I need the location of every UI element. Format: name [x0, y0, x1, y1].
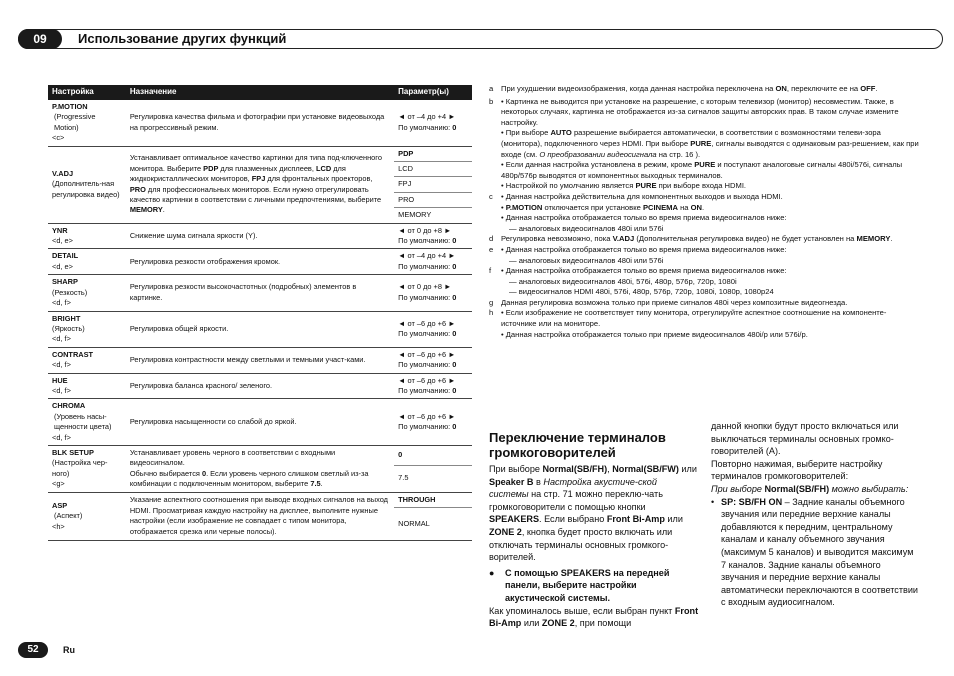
note-text: • Если данная настройка установлена в режим, кроме [501, 160, 695, 170]
purpose-cell: Регулировка контрастности между светлыми и темными участ-ками. [126, 347, 394, 373]
table-row [48, 347, 472, 373]
setting-cell [48, 223, 126, 249]
setting-cell [48, 399, 126, 446]
setting-subtitle: (Резкость) [52, 287, 88, 297]
footnote-f [489, 266, 919, 298]
setting-cell [48, 146, 126, 223]
bold-text: ZONE 2 [541, 618, 575, 629]
desc-bold: FPJ [251, 174, 266, 184]
bullet-heading [489, 567, 699, 605]
paragraph [711, 483, 921, 496]
note-text: . [890, 234, 893, 244]
column-header-purpose: Назначение [126, 85, 394, 100]
param-cell [394, 100, 472, 146]
bold-text: ZONE 2 [489, 526, 522, 537]
param-cell [394, 311, 472, 347]
text: или [678, 464, 697, 474]
note-text: • Данная настройка действительна для компонентных выходов и выхода HDMI. [501, 191, 783, 201]
text: на стр. 71 можно переклю-чать громкоговорители с помощью кнопки [489, 489, 663, 512]
bold-text: Front Bi-Amp [606, 514, 665, 525]
bold-text: Speaker B [489, 476, 534, 487]
footnote-e [489, 245, 919, 266]
column-header-setting: Настройка [48, 85, 126, 100]
note-bold: ON [690, 202, 702, 212]
desc-text: для фронтальных проекторов, [265, 174, 373, 184]
note-text: • [501, 202, 506, 212]
param-cell [394, 275, 472, 311]
setting-ref: <c> [52, 133, 65, 143]
note-text: на стр. 16 ). [656, 149, 701, 159]
param-option [394, 146, 472, 161]
setting-ref: <d, f> [52, 360, 71, 370]
setting-ref: <d, e> [52, 236, 73, 246]
setting-ref: <d, f> [52, 298, 71, 308]
setting-ref: <d, f> [52, 432, 71, 442]
note-text: • Данная настройка отображается только при приеме видеосигналов 480i/p или 576i/p. [501, 329, 808, 339]
setting-ref: <h> [52, 521, 65, 531]
note-letter: f [489, 266, 492, 276]
param-default-value: 0 [452, 292, 457, 302]
param-cell [394, 249, 472, 275]
note-text: Данная регулировка возможна только при приеме сигналов 480i через композитные видеогнезда. [501, 297, 848, 307]
footnote-b-4 [489, 181, 919, 192]
setting-cell [48, 373, 126, 399]
desc-text: Устанавливает уровень черного в соответствии с входными видеосигналом. [129, 447, 336, 468]
desc-bold: MEMORY [129, 205, 163, 215]
table-row [48, 249, 472, 275]
note-bold: ON [775, 84, 787, 93]
setting-ref: <d, f> [52, 334, 71, 344]
section-title: Переключение терминалов громкоговорителей [489, 430, 666, 460]
bold-text: SP: SB/FH ON [721, 496, 783, 507]
purpose-cell: Снижение шума сигнала яркости (Y). [126, 223, 394, 249]
text: . Если выбрано [539, 514, 607, 525]
note-text: (Дополнительная регулировка видео) не будет установлен на [634, 234, 857, 244]
param-range: ◄ от 0 до +8 ► [398, 282, 452, 292]
purpose-cell: Регулировка качества фильма и фотографии при установке видеовыхода на прогрессивный режим. [126, 100, 394, 146]
setting-cell [48, 275, 126, 311]
note-text: Регулировка невозможно, пока [501, 234, 613, 244]
text: , кнопка будет просто включать или отключать терминалы основных громкого-ворителей. [489, 526, 673, 563]
option-through: THROUGH [398, 494, 436, 504]
setting-ref: <d, e> [52, 261, 73, 271]
note-text: . [702, 202, 705, 212]
param-default-value: 0 [452, 329, 457, 339]
text: – Задние каналы объемного звучания или передние верхние каналы добавляются к передним, центральному каналам и каналу объемного звучания (максимум 5 каналов) и выводится максимум 7 каналов. Задние каналы объемного звучания и передние верхние каналы автоматически переключаются в соответствии с входным аудиосигналом. [721, 496, 919, 608]
note-letter: e [489, 244, 494, 254]
text: При выборе [489, 464, 543, 474]
desc-text: для жидкокристаллических мониторов, [129, 163, 346, 184]
table-row [48, 275, 472, 311]
param-option [394, 445, 472, 465]
param-default-value: 0 [452, 261, 457, 271]
option-0: 0 [398, 450, 403, 460]
note-text: • Данная настройка отображается только во время приема видеосигналов ниже: [501, 266, 787, 276]
note-bold: V.ADJ [612, 234, 635, 244]
desc-bold: 7.5 [310, 479, 321, 489]
setting-cell [48, 311, 126, 347]
purpose-cell: Регулировка баланса красного/ зеленого. [126, 373, 394, 399]
param-default-value: 0 [452, 236, 457, 246]
note-letter: d [489, 234, 494, 244]
table-row [48, 223, 472, 249]
param-option: FPJ [394, 177, 472, 192]
chapter-badge: 09 [18, 29, 62, 49]
bold-text: SPEAKERS [489, 514, 540, 525]
note-text: • Данная настройка отображается только во время приема видеосигналов ниже: [501, 213, 787, 223]
note-bold: PURE [690, 138, 712, 148]
desc-text: . [162, 205, 165, 215]
param-option: LCD [394, 162, 472, 177]
setting-subtitle: (Уровень насы-щенности цвета) [54, 411, 112, 432]
note-letter: c [489, 191, 493, 201]
footnote-b-2 [489, 128, 919, 160]
table-row [48, 445, 472, 465]
footnotes [489, 84, 919, 340]
footnote-c [489, 192, 919, 203]
param-option [394, 492, 472, 507]
purpose-cell: Регулировка насыщенности со слабой до яркой. [126, 399, 394, 446]
italic-text: можно выбирать: [829, 483, 909, 494]
setting-name: HUE [52, 375, 68, 385]
page-number: 52 [18, 642, 48, 658]
setting-subtitle: (Настройка чер-ного) [52, 458, 108, 478]
setting-name: V.ADJ [52, 169, 74, 179]
param-default-value: 0 [452, 422, 457, 432]
note-bold: P.MOTION [505, 202, 543, 212]
param-default-value: 0 [452, 122, 457, 132]
desc-text: . Если уровень черного слишком светлый из-за комбинации с подключенным монитором, выберите [129, 468, 369, 489]
bullet-icon: • [711, 496, 715, 507]
param-default-label: По умолчанию: [398, 122, 451, 132]
param-cell [394, 223, 472, 249]
setting-ref: <g> [52, 479, 65, 489]
footnote-a [489, 84, 919, 95]
setting-name: SHARP [52, 277, 78, 287]
param-default-label: По умолчанию: [398, 236, 451, 246]
note-text: — аналоговых видеосигналов 480i или 576i [509, 223, 664, 233]
setting-cell [48, 492, 126, 540]
table-row [48, 373, 472, 399]
column-header-params: Параметр(ы) [394, 85, 472, 100]
param-default-label: По умолчанию: [398, 292, 451, 302]
desc-text: Обычно выбирается [129, 468, 202, 478]
param-range: ◄ от 0 до +8 ► [398, 225, 452, 235]
setting-cell [48, 249, 126, 275]
param-default-value: 0 [452, 360, 457, 370]
note-text: при выборе входа HDMI. [656, 181, 747, 191]
note-bold: PURE [694, 160, 716, 170]
param-option: MEMORY [394, 208, 472, 223]
note-bold: PURE [635, 181, 657, 191]
purpose-cell: Регулировка общей яркости. [126, 311, 394, 347]
text: Как упоминалось выше, если выбран пункт [489, 605, 675, 616]
italic-text: При выборе [711, 483, 765, 494]
param-cell [394, 347, 472, 373]
note-text: , переключите ее на [786, 84, 861, 93]
setting-cell [48, 100, 126, 146]
desc-text: для плазменных дисплеев, [218, 163, 316, 173]
note-text: При ухудшении видеоизображения, когда данная настройка переключена на [501, 84, 776, 93]
bullet-item [711, 496, 921, 609]
setting-name: CHROMA [52, 401, 86, 411]
setting-subtitle: (Дополнитель-ная регулировка видео) [52, 179, 120, 199]
paragraph: данной кнопки будут просто включаться или выключаться терминалы основных громко-говорителей (A). [711, 421, 899, 457]
paragraph [489, 605, 699, 630]
param-option: NORMAL [394, 508, 472, 541]
param-option: PRO [394, 192, 472, 207]
param-default-label: По умолчанию: [398, 385, 451, 395]
bold-text: Normal(SB/FH) [764, 483, 830, 494]
table-row [48, 399, 472, 446]
text: или [521, 618, 542, 629]
italic-text: Настройка акустиче-ской системы [489, 476, 657, 500]
note-text: • Данная настройка отображается только во время приема видеосигналов ниже: [501, 244, 787, 254]
param-option: 7.5 [394, 465, 472, 492]
video-settings-table [48, 85, 472, 541]
option-pdp: PDP [398, 148, 414, 158]
param-range: ◄ от –4 до +4 ► [398, 112, 456, 122]
paragraph [489, 463, 699, 564]
footnote-g [489, 298, 919, 309]
note-text: . [875, 84, 878, 93]
setting-subtitle: (Progressive Motion) [54, 112, 96, 132]
setting-name: BRIGHT [52, 313, 81, 323]
note-bold: PCINEMA [642, 202, 678, 212]
purpose-cell: Регулировка резкости высокочастотных (подробных) элементов в картинке. [126, 275, 394, 311]
text: , [607, 464, 613, 474]
note-bold: AUTO [550, 128, 572, 138]
table-row [48, 100, 472, 146]
note-text: и поступают аналоговые сигналы 480i/576i, сигналы 480p/576p выводятся от компонентных выходных терминалов. [501, 160, 903, 180]
param-cell [394, 399, 472, 446]
note-text: • Настройкой по умолчанию является [501, 181, 636, 191]
param-default-label: По умолчанию: [398, 329, 451, 339]
desc-text: Устанавливает оптимальное качество картинки для типа под-ключенного монитора. Выберите [129, 153, 382, 173]
note-text: — аналоговых видеосигналов 480i, 576i, 480p, 576p, 720p, 1080i [509, 276, 737, 286]
note-text: на [677, 202, 691, 212]
setting-name: CONTRAST [52, 349, 94, 359]
setting-cell [48, 347, 126, 373]
table-row [48, 146, 472, 161]
footnote-c-3 [489, 213, 919, 234]
note-text: разрешение выбирается автоматически, в соответствии с возможностями телеви-зора (монитора), подключенного через HDMI. При выборе [501, 128, 881, 148]
desc-bold: PRO [129, 184, 146, 194]
param-default-label: По умолчанию: [398, 422, 451, 432]
footnote-h [489, 308, 919, 329]
param-range: ◄ от –6 до +6 ► [398, 411, 456, 421]
bold-text: Normal(SB/FW) [612, 464, 679, 474]
param-range: ◄ от –4 до +4 ► [398, 251, 456, 261]
setting-name: YNR [52, 225, 68, 235]
note-letter: a [489, 84, 494, 93]
note-text: • Картинка не выводится при установке на разрешение, с которым телевизор (монитор) несовместим. Также, в некоторых случаях, картинка не отображается из-за сигналов защиты авторских прав. В таком случае измените настройку. [501, 96, 899, 127]
note-letter: b [489, 96, 494, 106]
setting-name: ASP [52, 500, 68, 510]
paragraph: Повторно нажимая, выберите настройку терминалов громкоговорителей: [711, 458, 883, 482]
language-code: Ru [63, 645, 75, 655]
chapter-title: Использование других функций [78, 31, 287, 46]
section-column-right [711, 420, 921, 609]
note-text: , сигналы выводятся с одинаковым раз-решением, как при входе (см. [501, 138, 919, 159]
note-letter: g [489, 297, 494, 307]
page-header [18, 29, 943, 49]
purpose-cell: Указание аспектного соотношения при выводе входных сигналов на выход HDMI. Просматривая каждую настройку на дисплее, выполните нужные настройки (если изображение не совпадает с типом монитора, отображается срезка или черные полосы). [126, 492, 394, 540]
purpose-cell [126, 445, 394, 492]
desc-bold: 0 [201, 468, 207, 478]
table-row [48, 492, 472, 507]
setting-ref: <d, f> [52, 385, 71, 395]
desc-text: . [320, 479, 323, 489]
footnote-h-2 [489, 330, 919, 341]
note-text: — аналоговых видеосигналов 480i или 576i [509, 255, 664, 265]
desc-bold: PDP [203, 163, 219, 173]
purpose-cell [126, 146, 394, 223]
setting-cell [48, 445, 126, 492]
setting-name: P.MOTION [52, 102, 88, 111]
footnote-b [489, 97, 919, 129]
param-range: ◄ от –6 до +6 ► [398, 349, 456, 359]
bold-text: Front Bi-Amp [489, 605, 699, 629]
bold-text: Normal(SB/FH) [542, 464, 608, 474]
param-cell [394, 373, 472, 399]
note-text: — видеосигналов HDMI 480i, 576i, 480p, 576p, 720p, 1080i, 1080p, 1080p24 [509, 287, 774, 297]
table-header-row [48, 85, 472, 100]
footnote-c-2 [489, 203, 919, 214]
note-text: • Если изображение не соответствует типу монитора, отрегулируйте аспектное соотношение на компоненте-источнике или на мониторе. [501, 308, 887, 329]
text: или [664, 514, 683, 525]
param-default-label: По умолчанию: [398, 261, 451, 271]
setting-name: DETAIL [52, 251, 79, 261]
note-bold: MEMORY [856, 234, 891, 244]
note-italic: О преобразовании видеосигнала [539, 149, 657, 159]
section-column-left [489, 463, 699, 630]
table-row [48, 311, 472, 347]
desc-text: для профессиональных мониторов. Если нужно отрегулировать качество картинки в соответствии с личными предпочтениями, выберите [129, 184, 382, 205]
footnote-d [489, 234, 919, 245]
text: в [533, 476, 544, 487]
footnote-b-3 [489, 160, 919, 181]
desc-bold: LCD [315, 163, 332, 173]
setting-name: BLK SETUP [52, 447, 94, 457]
param-default-label: По умолчанию: [398, 360, 451, 370]
setting-subtitle: (Яркость) [52, 323, 85, 333]
text: , при помощи [574, 618, 632, 629]
note-letter: h [489, 308, 494, 318]
note-text: отключается при установке [542, 202, 643, 212]
setting-subtitle: (Аспект) [54, 511, 83, 521]
param-range: ◄ от –6 до +6 ► [398, 318, 456, 328]
bullet-heading-text: С помощью SPEAKERS на передней панели, выберите настройки акустической системы. [505, 567, 670, 603]
note-bold: OFF [860, 84, 876, 93]
param-default-value: 0 [452, 385, 457, 395]
param-range: ◄ от –6 до +6 ► [398, 375, 456, 385]
bullet-icon: ● [489, 567, 495, 578]
note-text: • При выборе [501, 128, 551, 138]
purpose-cell: Регулировка резкости отображения кромок. [126, 249, 394, 275]
